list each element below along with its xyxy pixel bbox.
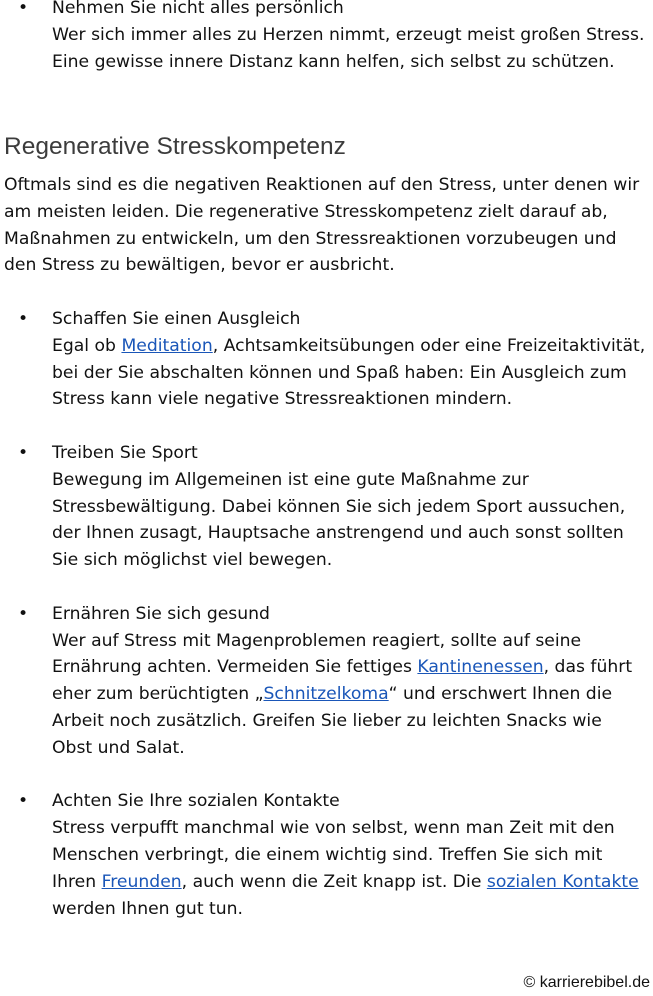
body-text: “ und erschwert Ihnen die Arbeit noch zusätzlich. Greifen Sie lieber zu leichten Snacks wie Obst und Salat.	[52, 684, 613, 758]
soziale-kontakte-link[interactable]: sozialen Kontakte	[486, 871, 639, 892]
freunden-link[interactable]: Freunden	[101, 871, 182, 892]
section-intro: Oftmals sind es die negativen Reaktionen auf den Stress, unter denen wir am meisten leiden. Die regenerative Stresskompetenz zielt darauf ab, Maßnahmen zu entwickeln, um den Stressreaktionen vorzubeugen und den Stress zu bewältigen, bevor er ausbricht.	[4, 175, 640, 276]
body-text: Stress verpufft manchmal wie von selbst, wenn man Zeit mit den Menschen verbringt, die einem wichtig sind. Treffen Sie sich mit Ihren	[52, 818, 615, 892]
kantinenessen-link[interactable]: Kantinenessen	[417, 657, 544, 678]
list-item-title: Ernähren Sie sich gesund	[52, 603, 270, 624]
bullet-icon: •	[18, 309, 29, 329]
top-bullet-list	[0, 0, 653, 75]
list-item-body: Wer sich immer alles zu Herzen nimmt, erzeugt meist großen Stress. Eine gewisse innere Distanz kann helfen, sich selbst zu schützen.	[52, 24, 645, 72]
list-item-body: Bewegung im Allgemeinen ist eine gute Maßnahme zur Stressbewältigung. Dabei können Sie sich jedem Sport aussuchen, der Ihnen zusagt, Hauptsache anstrengend und auch sonst sollten Sie sich möglichst viel bewegen.	[52, 469, 626, 571]
body-text: , auch wenn die Zeit knapp ist. Die	[181, 871, 487, 892]
list-item	[0, 440, 653, 574]
list-item-body	[52, 628, 647, 762]
tips-bullet-list	[0, 306, 653, 922]
bullet-icon: •	[18, 791, 29, 812]
section-heading: Regenerative Stresskompetenz	[4, 133, 346, 160]
schnitzelkoma-link[interactable]: Schnitzelkoma	[263, 684, 389, 705]
list-item-title: Achten Sie Ihre sozialen Kontakte	[52, 791, 340, 812]
body-text: Egal ob	[52, 335, 122, 356]
bullet-icon: •	[18, 603, 29, 624]
body-text: , das führt eher zum berüchtigten „	[52, 657, 633, 705]
list-item	[0, 306, 653, 413]
list-item	[0, 601, 653, 762]
body-text: Wer auf Stress mit Magenproblemen reagiert, sollte auf seine Ernährung achten. Vermeiden Sie fettiges	[52, 630, 582, 678]
body-text: werden Ihnen gut tun.	[52, 898, 244, 919]
list-item-title: Treiben Sie Sport	[52, 442, 198, 463]
list-item	[0, 788, 653, 922]
list-item-title: Nehmen Sie nicht alles persönlich	[52, 0, 344, 18]
copyright-credit: © karrierebibel.de	[523, 974, 650, 991]
bullet-icon: •	[18, 0, 29, 18]
list-item-body	[52, 333, 647, 413]
body-text: , Achtsamkeitsübungen oder eine Freizeitaktivität, bei der Sie abschalten können und Spaß haben: Ein Ausgleich zum Stress kann viele negative Stressreaktionen mindern.	[52, 335, 646, 410]
list-item-body	[52, 815, 647, 922]
meditation-link[interactable]: Meditation	[121, 335, 213, 356]
list-item-title: Schaffen Sie einen Ausgleich	[52, 309, 301, 329]
list-item	[0, 0, 653, 75]
bullet-icon: •	[18, 442, 29, 463]
